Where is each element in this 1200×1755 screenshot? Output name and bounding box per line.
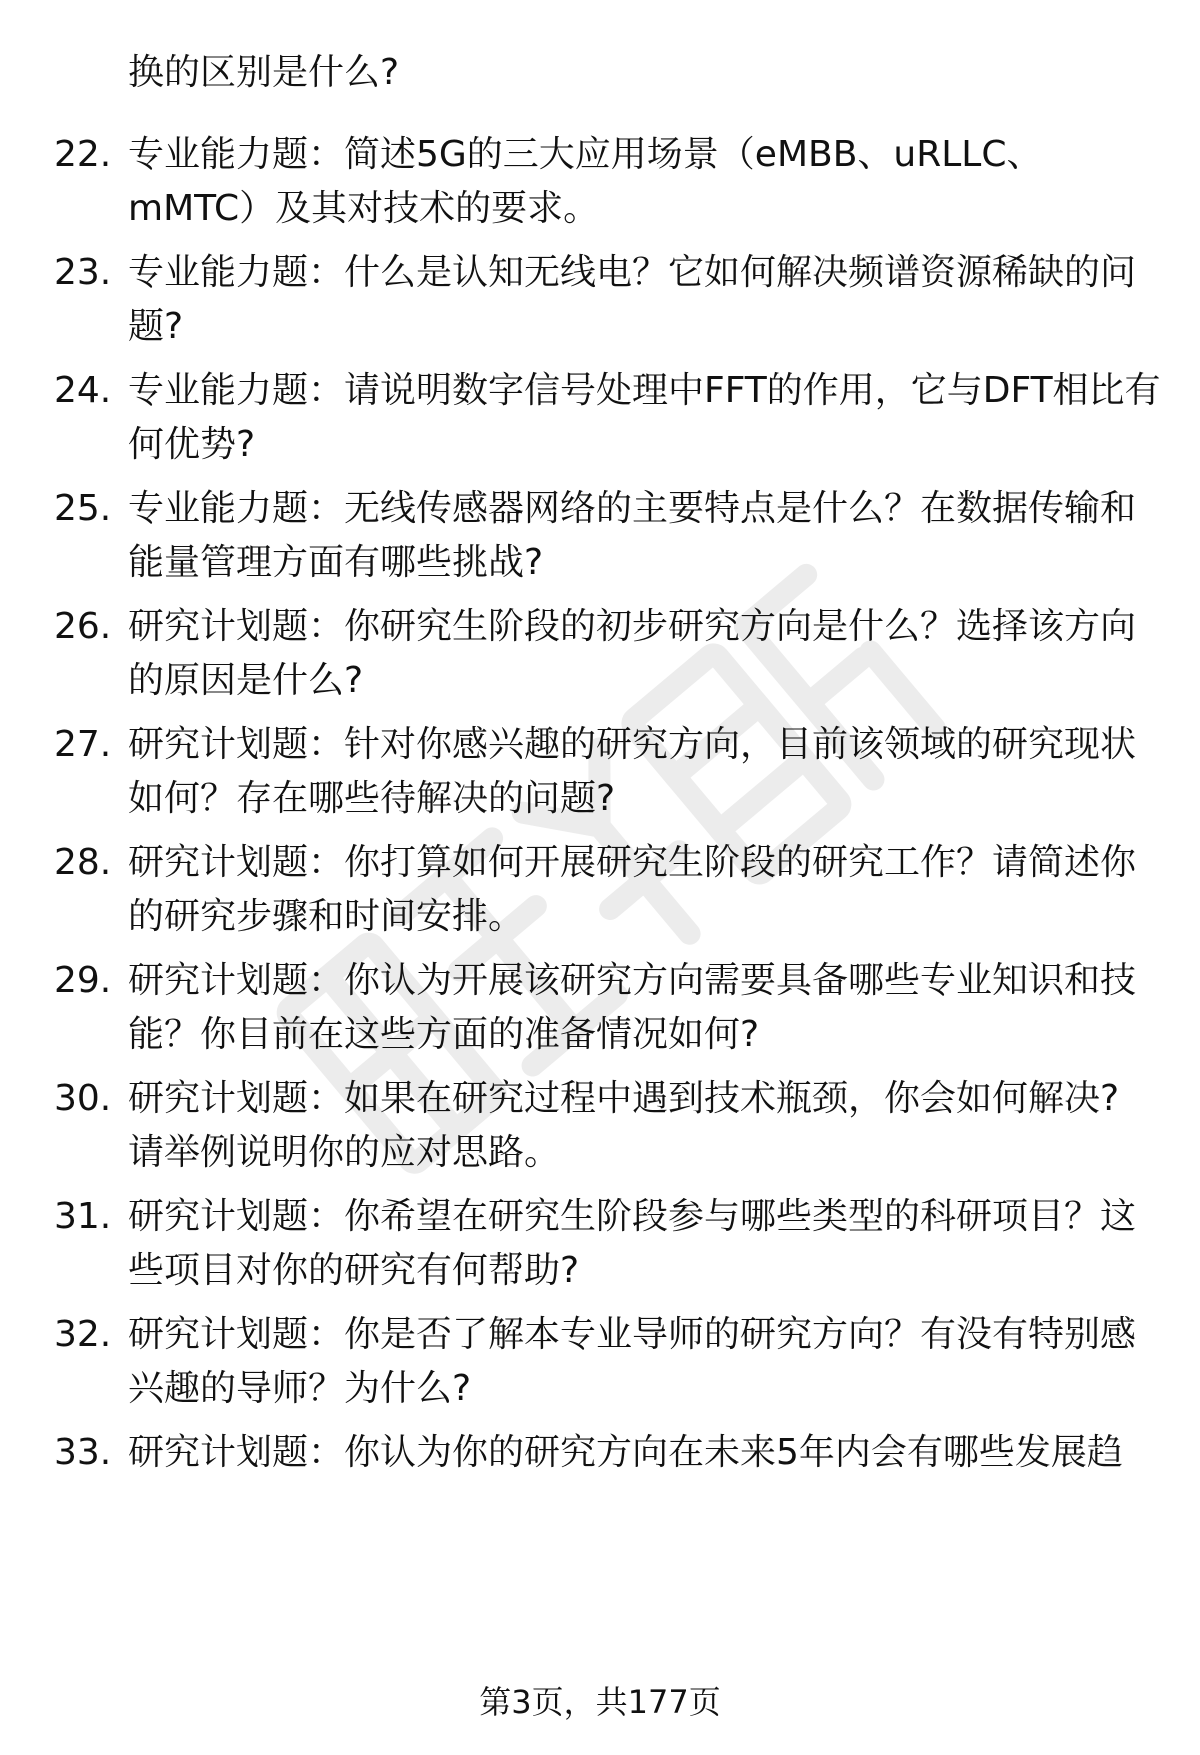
item-text-line: 的原因是什么? bbox=[128, 660, 364, 701]
list-item bbox=[0, 600, 1200, 720]
list-item bbox=[0, 718, 1200, 838]
item-text-line: 专业能力题：简述5G的三大应用场景（eMBB、uRLLC、 bbox=[128, 134, 1043, 175]
item-number: 23. bbox=[54, 252, 112, 293]
list-item bbox=[0, 1190, 1200, 1310]
item-number: 26. bbox=[54, 606, 112, 647]
list-item bbox=[0, 128, 1200, 248]
item-number: 28. bbox=[54, 842, 112, 883]
list-item bbox=[0, 1426, 1200, 1546]
item-text-line: 请举例说明你的应对思路。 bbox=[128, 1132, 561, 1173]
item-number: 32. bbox=[54, 1314, 112, 1355]
item-text-line: 专业能力题：请说明数字信号处理中FFT的作用，它与DFT相比有 bbox=[128, 370, 1161, 411]
item-text-line: 些项目对你的研究有何帮助? bbox=[128, 1250, 580, 1291]
item-number: 24. bbox=[54, 370, 112, 411]
item-text-line: 的研究步骤和时间安排。 bbox=[128, 896, 525, 937]
item-number: 27. bbox=[54, 724, 112, 765]
item-text-line: 题? bbox=[128, 306, 184, 347]
list-item bbox=[0, 1308, 1200, 1428]
item-text-line: 能量管理方面有哪些挑战? bbox=[128, 542, 544, 583]
item-text-line: 兴趣的导师？为什么? bbox=[128, 1368, 472, 1409]
list-item bbox=[0, 836, 1200, 956]
item-text-line: 研究计划题：你希望在研究生阶段参与哪些类型的科研项目？这 bbox=[128, 1196, 1137, 1237]
item-text-line: 能？你目前在这些方面的准备情况如何? bbox=[128, 1014, 760, 1055]
item-text-line: 如何？存在哪些待解决的问题? bbox=[128, 778, 616, 819]
item-text-line: 何优势? bbox=[128, 424, 256, 465]
item-text-line: 专业能力题：什么是认知无线电？它如何解决频谱资源稀缺的问 bbox=[128, 252, 1137, 293]
item-text-line: 研究计划题：你打算如何开展研究生阶段的研究工作？请简述你 bbox=[128, 842, 1137, 883]
item-text-line: 研究计划题：针对你感兴趣的研究方向，目前该领域的研究现状 bbox=[128, 724, 1137, 765]
item-number: 29. bbox=[54, 960, 112, 1001]
list-item bbox=[0, 1072, 1200, 1192]
item-number: 25. bbox=[54, 488, 112, 529]
item-text-line: mMTC）及其对技术的要求。 bbox=[128, 188, 600, 229]
item-number: 30. bbox=[54, 1078, 112, 1119]
list-item bbox=[0, 246, 1200, 366]
list-item bbox=[0, 954, 1200, 1074]
page-footer: 第3页，共177页 bbox=[479, 1683, 721, 1721]
list-item bbox=[0, 364, 1200, 484]
item-text-line: 专业能力题：无线传感器网络的主要特点是什么？在数据传输和 bbox=[128, 488, 1137, 529]
item-number: 33. bbox=[54, 1432, 112, 1473]
continuation-text: 换的区别是什么? bbox=[128, 52, 400, 93]
item-number: 22. bbox=[54, 134, 112, 175]
list-item bbox=[0, 482, 1200, 602]
item-text-line: 研究计划题：你认为你的研究方向在未来5年内会有哪些发展趋 bbox=[128, 1432, 1123, 1473]
item-text-line: 研究计划题：如果在研究过程中遇到技术瓶颈，你会如何解决? bbox=[128, 1078, 1120, 1119]
item-text-line: 研究计划题：你是否了解本专业导师的研究方向？有没有特别感 bbox=[128, 1314, 1137, 1355]
item-number: 31. bbox=[54, 1196, 112, 1237]
item-text-line: 研究计划题：你认为开展该研究方向需要具备哪些专业知识和技 bbox=[128, 960, 1137, 1001]
item-text-line: 研究计划题：你研究生阶段的初步研究方向是什么？选择该方向 bbox=[128, 606, 1137, 647]
